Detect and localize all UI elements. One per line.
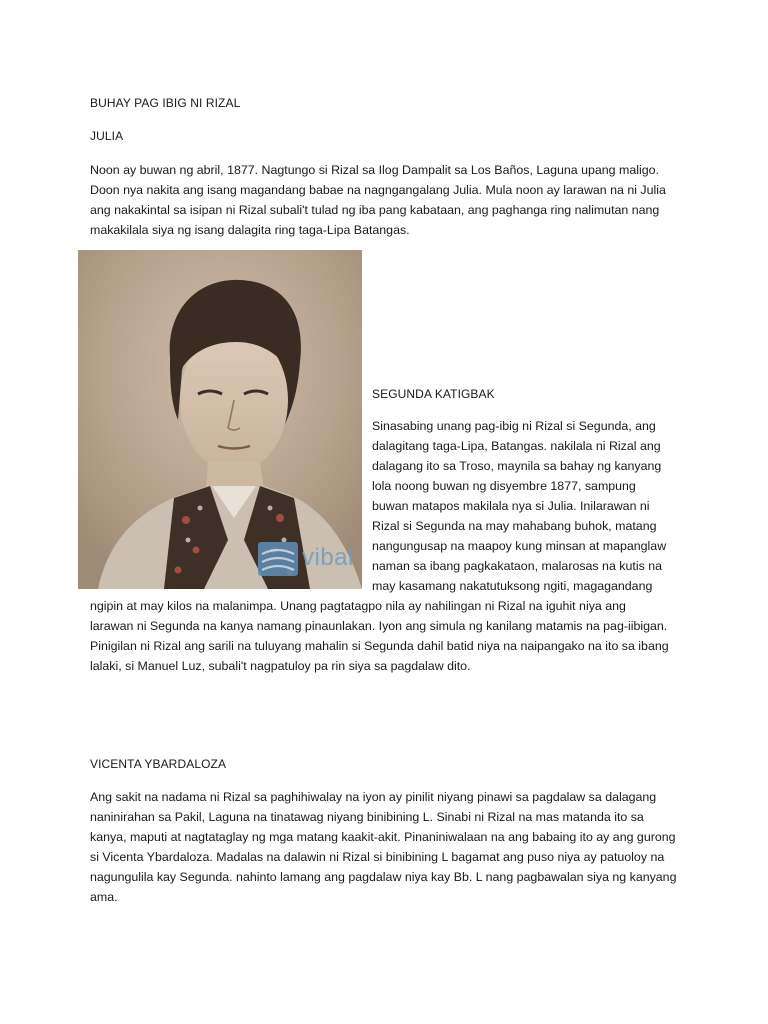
- paragraph-line: naman sa ibang pagkakataon, malarosas na kutis na: [372, 559, 662, 573]
- paragraph-line: may kasamang nakatutuksong ngiti, magagandang: [372, 579, 653, 593]
- paragraph-line: Pinigilan ni Rizal ang sarili na tuluyang mahalin si Segunda dahil batid niya na naipangako na ito sa ibang: [90, 639, 669, 653]
- paragraph-line: Doon nya nakita ang isang magandang babae na nagngangalang Julia. Mula noon ay larawan na ni Julia: [90, 183, 666, 197]
- paragraph-line: Noon ay buwan ng abril, 1877. Nagtungo si Rizal sa Ilog Dampalit sa Los Baños, Laguna upang maligo.: [90, 163, 659, 177]
- section-heading-vicenta: VICENTA YBARDALOZA: [90, 757, 227, 771]
- paragraph-line: si Vicenta Ybardaloza. Madalas na dalawin ni Rizal si binibining L bagamat ang puso niya ay patuoloy na: [90, 850, 665, 864]
- paragraph-line: nangungusap na maapoy kung minsan at mapanglaw: [372, 539, 667, 553]
- paragraph-line: dalagang ito sa Troso, maynila sa bahay ng kanyang: [372, 459, 662, 473]
- section-heading-julia: JULIA: [90, 129, 124, 143]
- portrait-photo: [78, 250, 362, 589]
- paragraph-line: naninirahan sa Pakil, Laguna na tinatawag niyang binibining L. Sinabi ni Rizal na mas matanda ito sa: [90, 810, 644, 824]
- vibal-logo-icon: [258, 542, 298, 576]
- paragraph-line: ngipin at may kilos na malanimpa. Unang pagtatagpo nila ay nahilingan ni Rizal na iguhit niya ang: [90, 599, 626, 613]
- paragraph-line: kanya, maputi at nagtataglay ng mga matang kaakit-akit. Pinaniniwalaan na ang babaing ito ay ang gurong: [90, 830, 676, 844]
- paragraph-line: dalagitang taga-Lipa, Batangas. nakilala ni Rizal ang: [372, 439, 661, 453]
- document-title: BUHAY PAG IBIG NI RIZAL: [90, 96, 241, 110]
- paragraph-line: larawan ni Segunda na kanya namang pinaunlakan. Iyon ang simula ng kanilang matamis na pag-iibigan.: [90, 619, 668, 633]
- paragraph-line: Sinasabing unang pag-ibig ni Rizal si Segunda, ang: [372, 419, 656, 433]
- paragraph-line: makakilala siya ng isang dalagita ring taga-Lipa Batangas.: [90, 223, 410, 237]
- paragraph-line: ama.: [90, 890, 118, 904]
- paragraph-line: buwan matapos makilala nya si Julia. Inilarawan ni: [372, 499, 650, 513]
- paragraph-line: nagungulila kay Segunda. nahinto lamang ang pagdalaw niya kay Bb. L nang pagbawalan siya ng kanyang: [90, 870, 677, 884]
- watermark-text: vibal: [302, 544, 354, 571]
- section-heading-segunda: SEGUNDA KATIGBAK: [372, 387, 495, 401]
- paragraph-line: lola noong buwan ng disyembre 1877, sampung: [372, 479, 636, 493]
- paragraph-line: ang nakakintal sa isipan ni Rizal subali't tulad ng iba pang kabataan, ang paghanga ring nalimutan nang: [90, 203, 660, 217]
- paragraph-line: Rizal si Segunda na may mahabang buhok, matang: [372, 519, 657, 533]
- paragraph-line: Ang sakit na nadama ni Rizal sa paghihiwalay na iyon ay pinilit niyang pinawi sa pagdalaw sa dalagang: [90, 790, 657, 804]
- paragraph-line: lalaki, si Manuel Luz, subali't nagpatuloy pa rin siya sa pagdalaw dito.: [90, 659, 471, 673]
- portrait-illustration: [78, 250, 362, 589]
